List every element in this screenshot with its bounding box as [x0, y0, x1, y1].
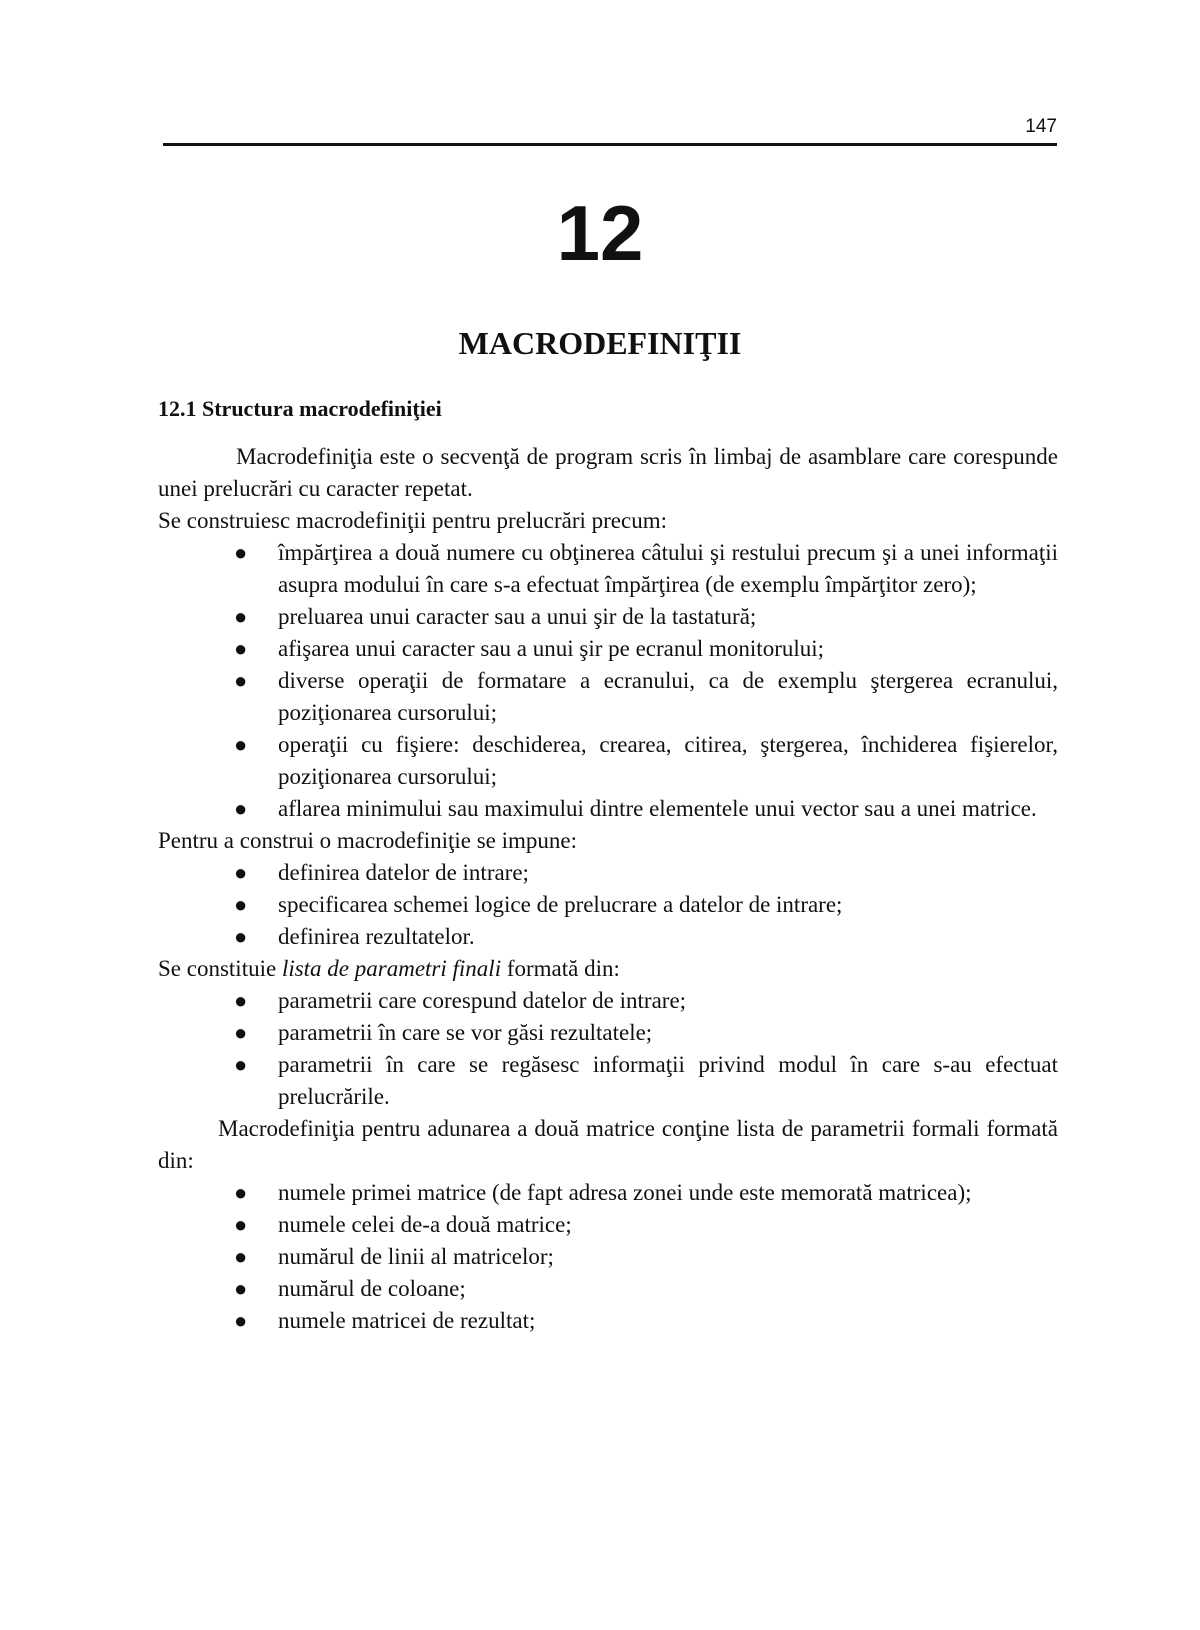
- bullet-icon: ●: [234, 988, 248, 1013]
- list3-lead: Se constituie lista de parametri finali formată din:: [158, 956, 620, 981]
- section-title: 12.1 Structura macrodefiniţiei: [158, 396, 442, 421]
- page-number: 147: [1025, 116, 1057, 137]
- intro-paragraph: Macrodefiniţia este o secvenţă de program scris în limbaj de asamblare care corespunde unei prelucrări cu caracter repetat.: [158, 444, 1058, 501]
- bullet-icon: ●: [234, 1244, 248, 1269]
- list-item: ● numărul de linii al matricelor;: [158, 1241, 1058, 1273]
- bullet-icon: ●: [234, 1052, 248, 1077]
- list-item: ● parametrii care corespund datelor de intrare;: [158, 985, 1058, 1017]
- bullet-icon: ●: [234, 892, 248, 917]
- bullet-icon: ●: [234, 540, 248, 565]
- term-italic: lista de parametri finali: [281, 956, 502, 981]
- list-item: ● operaţii cu fişiere: deschiderea, crearea, citirea, ştergerea, închiderea fişierelor, poziţionarea cursorului;: [158, 729, 1058, 793]
- bullet-icon: ●: [234, 924, 248, 949]
- second-paragraph: Macrodefiniţia pentru adunarea a două matrice conţine lista de parametrii formali formată din:: [158, 1116, 1058, 1173]
- bullet-icon: ●: [234, 1020, 248, 1045]
- bullet-icon: ●: [234, 860, 248, 885]
- list-item: ● numele matricei de rezultat;: [158, 1305, 1058, 1337]
- list-item: ● împărţirea a două numere cu obţinerea câtului şi restului precum şi a unei informaţii asupra modului în care s-a efectuat împărţirea (de exemplu împărţitor zero);: [158, 537, 1058, 601]
- list1: [158, 537, 1058, 825]
- bullet-icon: ●: [234, 732, 248, 757]
- list1-lead: Se construiesc macrodefiniţii pentru prelucrări precum:: [158, 508, 667, 533]
- list-item: ● numărul de coloane;: [158, 1273, 1058, 1305]
- bullet-icon: ●: [234, 668, 248, 693]
- list3: [158, 985, 1058, 1113]
- list-item: ● afişarea unui caracter sau a unui şir pe ecranul monitorului;: [158, 633, 1058, 665]
- list-item: ● numele primei matrice (de fapt adresa zonei unde este memorată matricea);: [158, 1177, 1058, 1209]
- header-rule: [163, 143, 1057, 146]
- list2: [158, 857, 1058, 953]
- list2-lead: Pentru a construi o macrodefiniţie se impune:: [158, 828, 577, 853]
- chapter-title: MACRODEFINIŢII: [458, 325, 742, 361]
- bullet-icon: ●: [234, 1180, 248, 1205]
- list-item: ● diverse operaţii de formatare a ecranului, ca de exemplu ştergerea ecranului, poziţionarea cursorului;: [158, 665, 1058, 729]
- list-item: ● aflarea minimului sau maximului dintre elementele unui vector sau a unei matrice.: [158, 793, 1058, 825]
- document-content: [158, 393, 1058, 1337]
- bullet-icon: ●: [234, 796, 248, 821]
- list4: [158, 1177, 1058, 1337]
- chapter-number: 12: [556, 189, 644, 277]
- list-item: ● specificarea schemei logice de prelucrare a datelor de intrare;: [158, 889, 1058, 921]
- bullet-icon: ●: [234, 1212, 248, 1237]
- list-item: ● parametrii în care se regăsesc informaţii privind modul în care s-au efectuat prelucrările.: [158, 1049, 1058, 1113]
- bullet-icon: ●: [234, 1308, 248, 1333]
- list-item: ● numele celei de-a două matrice;: [158, 1209, 1058, 1241]
- bullet-icon: ●: [234, 1276, 248, 1301]
- list-item: ● definirea rezultatelor.: [158, 921, 1058, 953]
- list-item: ● definirea datelor de intrare;: [158, 857, 1058, 889]
- bullet-icon: ●: [234, 636, 248, 661]
- bullet-icon: ●: [234, 604, 248, 629]
- list-item: ● preluarea unui caracter sau a unui şir de la tastatură;: [158, 601, 1058, 633]
- list-item: ● parametrii în care se vor găsi rezultatele;: [158, 1017, 1058, 1049]
